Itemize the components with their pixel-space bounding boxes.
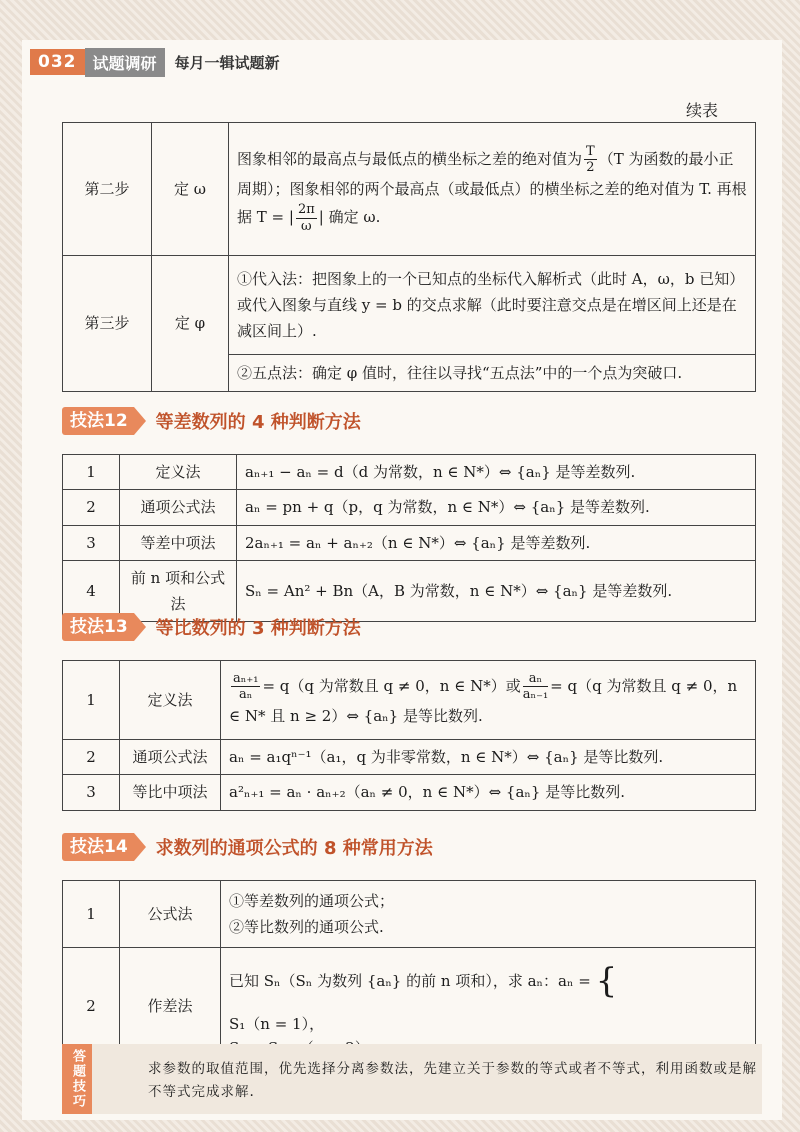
method-name: 定义法: [120, 661, 221, 740]
method-desc: [221, 661, 756, 740]
tech12-table: [62, 454, 756, 622]
method-desc: a²ₙ₊₁ = aₙ · aₙ₊₂（aₙ ≠ 0，n ∈ N*）⇔ {aₙ} 是等比数列.: [221, 775, 756, 810]
fraction-denominator: ω: [301, 218, 312, 234]
header-subtitle: 每月一辑试题新: [174, 53, 280, 72]
fraction-ratio-prev: [523, 671, 548, 703]
fraction-t-over-2: [584, 144, 597, 176]
step-text-c: | 确定 ω.: [318, 208, 381, 227]
table-steps: [62, 122, 756, 392]
table-row: [63, 525, 756, 560]
tip-badge: 答题技巧: [62, 1044, 92, 1114]
method-desc: Sₙ = An² + Bn（A，B 为常数，n ∈ N*）⇔ {aₙ} 是等差数列.: [237, 560, 756, 622]
method-desc-part2: = q（q 为常数且 q ≠ 0，n ∈ N* 且 n ≥ 2）⇔ {aₙ} 是等比数列.: [229, 676, 738, 725]
page-number: 032: [30, 49, 85, 75]
row-number: 1: [63, 881, 120, 948]
table-row: [63, 881, 756, 948]
step-desc: [229, 123, 756, 256]
table-row: [63, 661, 756, 740]
step-name: 定 φ: [152, 256, 229, 392]
tech12-header: [62, 406, 361, 436]
method-desc-part1: = q（q 为常数且 q ≠ 0，n ∈ N*）或: [262, 676, 521, 695]
fraction-2pi-over-omega: [296, 202, 317, 234]
arrow-icon: [134, 833, 146, 861]
tech13-header: [62, 612, 361, 642]
method-name: 等差中项法: [120, 525, 237, 560]
step-item-1: ①代入法：把图象上的一个已知点的坐标代入解析式（此时 A，ω，b 已知）或代入图象与直线 y = b 的交点求解（此时要注意交点是在增区间上还是在减区间上）.: [229, 256, 756, 355]
fraction-numerator: aₙ: [523, 671, 548, 688]
method-line-1: ①等差数列的通项公式；: [229, 891, 395, 910]
method-name: 公式法: [120, 881, 221, 948]
method-name: 通项公式法: [120, 490, 237, 525]
method-line-2: ②等比数列的通项公式.: [229, 918, 384, 936]
tech13-table: [62, 660, 756, 811]
row-number: 1: [63, 455, 120, 490]
fraction-denominator: 2: [586, 160, 595, 176]
case-1: S₁（n = 1），: [229, 1014, 325, 1033]
row-number: 2: [63, 740, 120, 775]
method-lead: 已知 Sₙ（Sₙ 为数列 {aₙ} 的前 n 项和），求 aₙ：aₙ =: [229, 971, 591, 990]
arrow-icon: [134, 407, 146, 435]
method-desc: aₙ₊₁ − aₙ = d（d 为常数，n ∈ N*）⇔ {aₙ} 是等差数列.: [237, 455, 756, 490]
table-row: [63, 256, 756, 355]
fraction-denominator: aₙ₋₁: [522, 687, 549, 703]
tech13-title: 等比数列的 3 种判断方法: [155, 618, 361, 639]
step-label: 第三步: [63, 256, 152, 392]
step-text-a: 图象相邻的最高点与最低点的横坐标之差的绝对值为: [237, 149, 583, 168]
page-header: [30, 48, 280, 76]
step-label: 第二步: [63, 123, 152, 256]
arrow-icon: [134, 613, 146, 641]
row-number: 3: [63, 775, 120, 810]
row-number: 3: [63, 525, 120, 560]
step-text-b: （T 为函数的最小正周期）；图象相邻的两个最高点（或最低点）的横坐标之差的绝对值为 T. 再根据 T = |: [237, 149, 747, 227]
continued-label: 续表: [686, 101, 719, 120]
fraction-numerator: T: [586, 143, 595, 159]
table-row: [63, 740, 756, 775]
method-name: 作差法: [120, 948, 221, 1065]
row-number: 4: [63, 560, 120, 622]
row-number: 2: [63, 490, 120, 525]
fraction-ratio-next: [231, 671, 260, 703]
row-number: 2: [63, 948, 120, 1065]
fraction-numerator: aₙ₊₁: [233, 670, 259, 686]
tech14-title: 求数列的通项公式的 8 种常用方法: [155, 838, 433, 859]
table-row: [63, 123, 756, 256]
method-name: 前 n 项和公式法: [120, 560, 237, 622]
header-tag: 试题调研: [85, 48, 165, 77]
method-desc: aₙ = a₁qⁿ⁻¹（a₁，q 为非零常数，n ∈ N*）⇔ {aₙ} 是等比数列.: [221, 740, 756, 775]
tech14-header: [62, 832, 433, 862]
method-desc: 2aₙ₊₁ = aₙ + aₙ₊₂（n ∈ N*）⇔ {aₙ} 是等差数列.: [237, 525, 756, 560]
tech14-tag: 技法14: [62, 833, 134, 861]
tip-box: [62, 1044, 762, 1114]
table-row: [63, 775, 756, 810]
method-name: 定义法: [120, 455, 237, 490]
tech12-tag: 技法12: [62, 407, 134, 435]
method-desc: [221, 881, 756, 948]
step-item-2: ②五点法：确定 φ 值时，往往以寻找“五点法”中的一个点为突破口.: [229, 355, 756, 392]
method-name: 通项公式法: [120, 740, 221, 775]
tech14-table: [62, 880, 756, 1065]
tech12-title: 等差数列的 4 种判断方法: [155, 412, 361, 433]
tech13-tag: 技法13: [62, 613, 134, 641]
left-brace-icon: {: [595, 961, 618, 1001]
table-row: [63, 490, 756, 525]
fraction-numerator: 2π: [297, 202, 315, 218]
table-row: [63, 455, 756, 490]
fraction-denominator: aₙ: [239, 687, 253, 703]
tip-text: 求参数的取值范围，优先选择分离参数法，先建立关于参数的等式或者不等式，利用函数或是解不等式完成求解.: [148, 1061, 757, 1100]
method-name: 等比中项法: [120, 775, 221, 810]
row-number: 1: [63, 661, 120, 740]
method-desc: aₙ = pn + q（p，q 为常数，n ∈ N*）⇔ {aₙ} 是等差数列.: [237, 490, 756, 525]
step-name: 定 ω: [152, 123, 229, 256]
